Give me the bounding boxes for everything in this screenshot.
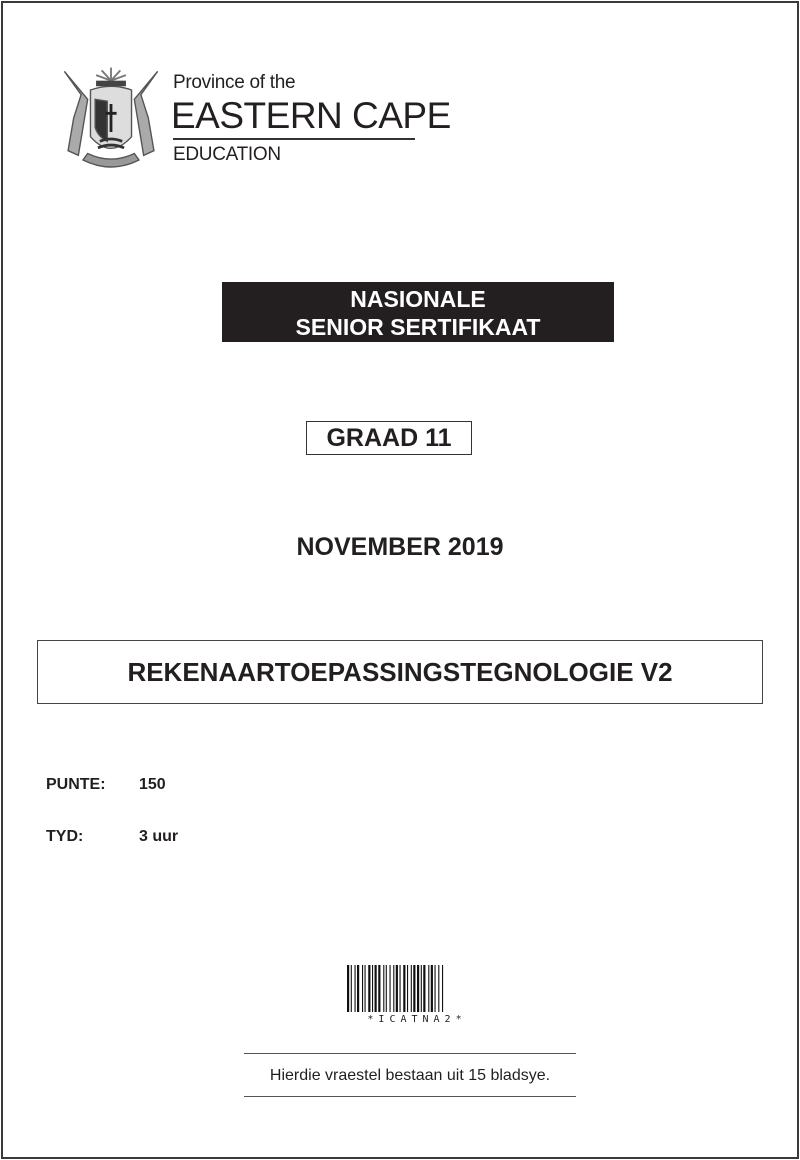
banner-line-1: NASIONALE [350,286,486,312]
barcode-bar [386,965,387,1012]
barcode-bar [413,965,415,1012]
exam-date: NOVEMBER 2019 [296,533,504,561]
barcode-bar [365,965,366,1012]
barcode-bar [396,965,398,1012]
barcode-bar [417,965,419,1012]
grade-box: GRAAD 11 [306,421,472,455]
time-value: 3 uur [139,828,179,845]
barcode-bar [375,965,377,1012]
barcode-bar [435,965,436,1012]
barcode-bar [400,965,401,1012]
barcode-bar [411,965,412,1012]
certificate-banner [222,282,614,342]
coat-of-arms-icon [55,58,167,178]
barcode-bar [355,965,356,1012]
barcode-bar [357,965,359,1012]
time-label: TYD: [46,828,84,845]
barcode-bar [393,965,394,1012]
logo-divider [173,138,415,140]
footer-bottom-rule [244,1096,576,1097]
barcode-bar [442,965,443,1012]
barcode-text: *ICATNA2* [367,1014,467,1025]
barcode-bar [383,965,384,1012]
logo-eastern-cape-text: EASTERN CAPE [171,95,451,136]
barcode-bar [372,965,373,1012]
logo-education-text: EDUCATION [173,144,281,165]
barcode-bar [423,965,425,1012]
eastern-cape-education-logo [55,58,451,178]
logo-province-text: Province of the [173,72,296,93]
barcode-bar [347,965,349,1012]
marks-value: 150 [139,776,166,793]
barcode-bar [362,965,363,1012]
page-count-note: Hierdie vraestel bestaan uit 15 bladsye. [269,1067,551,1084]
barcode-bar [431,965,433,1012]
barcode-bar [351,965,352,1012]
barcode-bar [368,965,370,1012]
barcode-bar [378,965,380,1012]
footer-top-rule [244,1053,576,1054]
barcode [347,965,487,1012]
barcode-bar [407,965,408,1012]
barcode-bar [438,965,439,1012]
barcode-bar [421,965,422,1012]
barcode-bar [390,965,391,1012]
barcode-bar [428,965,429,1012]
banner-line-2: SENIOR SERTIFIKAAT [295,314,541,340]
subject-title: REKENAARTOEPASSINGSTEGNOLOGIE V2 [37,640,763,704]
barcode-bar [403,965,405,1012]
marks-label: PUNTE: [46,776,106,793]
